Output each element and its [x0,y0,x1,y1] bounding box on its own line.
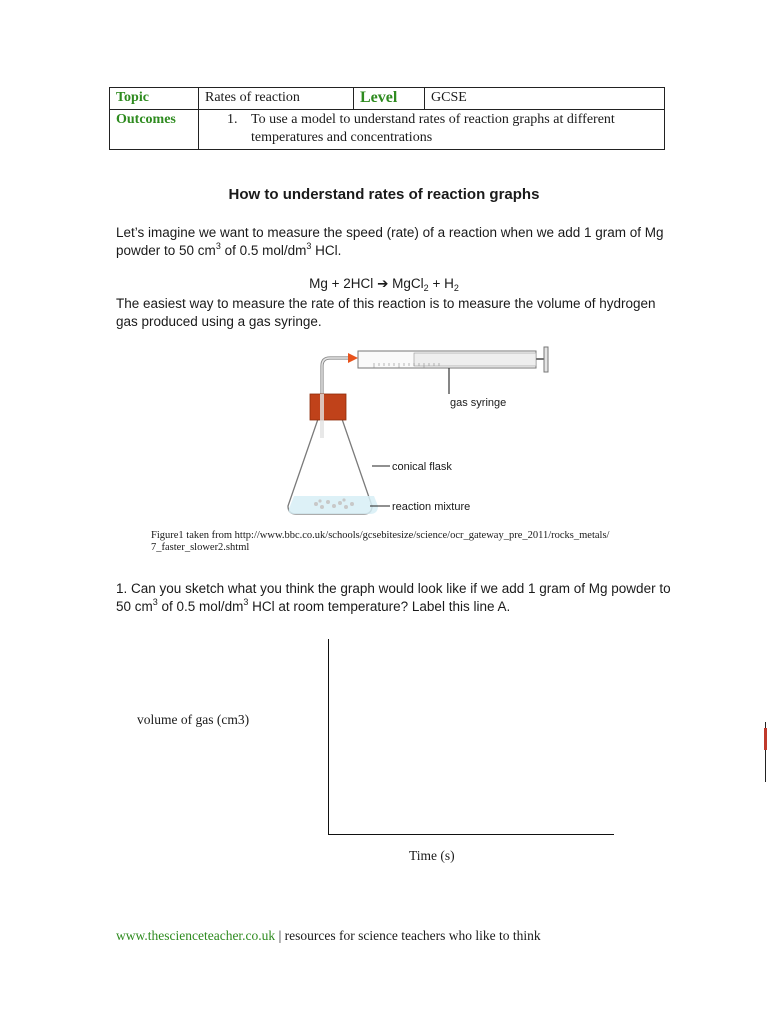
chemical-equation [0,276,768,292]
table-row [110,110,665,150]
gas-syringe [358,347,548,394]
topic-value: Rates of reaction [199,88,354,110]
level-value: GCSE [425,88,665,110]
outcomes-label: Outcomes [110,110,199,150]
question-text-1: Can you sketch what you think the graph would look like if we add 1 gram of Mg powder to 50 cm [116,581,671,614]
caption-line-1: Figure1 taken from http://www.bbc.co.uk/schools/gcsebitesize/science/ocr_gateway_pre_2011/rocks_metals/ [151,530,610,541]
topic-table [109,87,665,150]
caption-line-2: 7_faster_slower2.shtml [151,542,250,553]
outcome-item [205,111,658,147]
y-axis-label: volume of gas (cm3) [137,712,250,727]
topic-label: Topic [110,88,199,110]
intro-text-2: of 0.5 mol/dm [220,243,307,258]
intro-text-1: Let’s imagine we want to measure the speed (rate) of a reaction when we add 1 gram of Mg powder to 50 cm [116,225,664,258]
method-paragraph: The easiest way to measure the rate of this reaction is to measure the volume of hydrogen gas produced using a gas syringe. [116,296,656,329]
page-title: How to understand rates of reaction graphs [228,186,540,203]
question-1 [116,580,676,616]
equation-lhs: Mg + 2HCl [309,276,374,291]
footer-tagline: resources for science teachers who like to think [284,928,541,943]
arrow-right-icon: ➔ [377,276,389,291]
site-link[interactable]: www.thescienceteacher.co.uk [116,928,276,943]
outcomes-cell [199,110,665,150]
equation-sub-2: 2 [453,283,459,293]
graph-x-axis [328,834,614,835]
intro-sup-2: 3 [306,241,312,251]
level-label: Level [354,88,425,110]
apparatus-diagram [282,344,572,534]
table-row [110,88,665,110]
graph-y-axis [328,639,329,835]
question-text-3: HCl at room temperature? Label this line A. [248,599,511,614]
outcome-number: 1. [227,112,238,127]
intro-sup-1: 3 [215,241,221,251]
question-sup-2: 3 [243,597,249,607]
footer-separator: | [278,928,285,943]
question-sup-1: 3 [152,597,158,607]
equation-product-1: MgCl [392,276,424,291]
outcome-text: To use a model to understand rates of reaction graphs at different temperatures and concentrations [251,112,615,145]
equation-sub-1: 2 [423,283,429,293]
intro-text-3: HCl. [311,243,342,258]
figure-caption [151,530,721,554]
conical-flask-label: conical flask [392,461,452,473]
footer [116,928,541,944]
reaction-mixture-label: reaction mixture [392,501,471,513]
question-text-2: of 0.5 mol/dm [157,599,244,614]
gas-syringe-label: gas syringe [450,397,507,409]
intro-paragraph [116,224,676,260]
question-number: 1. [116,581,128,596]
conical-flask [288,419,378,514]
x-axis-label: Time (s) [409,848,455,863]
equation-plus: + H [428,276,454,291]
